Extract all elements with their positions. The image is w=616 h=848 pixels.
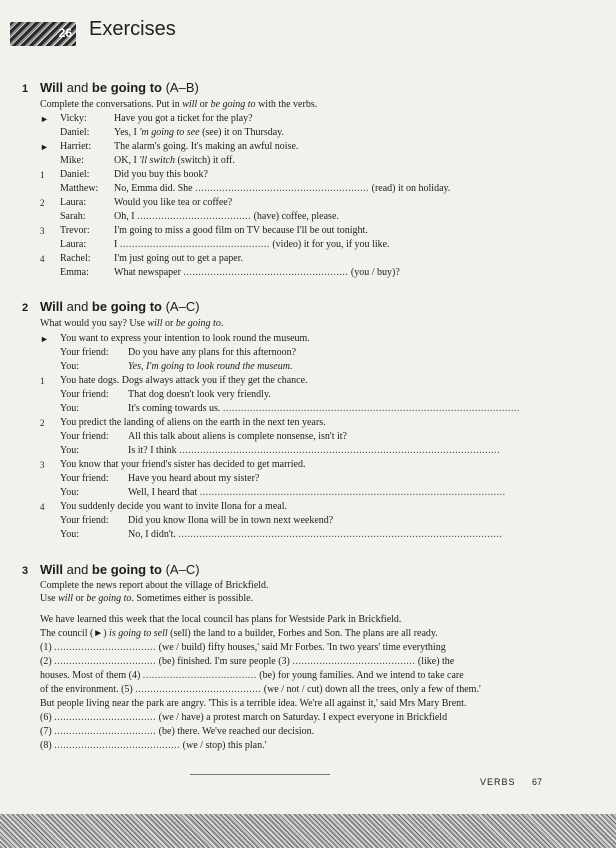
section-1-title: Will and be going to (A–B): [40, 80, 199, 95]
friend-label: Your friend:: [60, 347, 109, 358]
item-number: 4: [40, 254, 45, 264]
utterance: I'm just going out to get a paper.: [114, 253, 244, 264]
section-1-instruction: Complete the conversations. Put in will or be going to with the verbs.: [40, 99, 318, 110]
friend-label: Your friend:: [60, 431, 109, 442]
answer-blank[interactable]: ...........................................................................................................: [179, 445, 501, 456]
item-number: 3: [40, 226, 45, 236]
speaker: Daniel:: [60, 169, 90, 180]
friend-line: Do you have any plans for this afternoon?: [128, 347, 297, 358]
utterance: The alarm's going. It's making an awful noise.: [114, 141, 299, 152]
answer-blank[interactable]: ..........................................: [135, 684, 262, 695]
speaker: Vicky:: [60, 113, 87, 124]
utterance: What newspaper ....................................................... (you / buy)?: [114, 267, 400, 278]
report-line: (1) .................................. (we / build) fifty houses,' said Mr Forbes. 'In two years' time everything: [40, 642, 446, 653]
answer-blank[interactable]: ......................................: [142, 670, 257, 681]
section-3-instruction: Complete the news report about the village of Brickfield.: [40, 580, 269, 591]
speaker: Rachel:: [60, 253, 91, 264]
situation: You predict the landing of aliens on the earth in the next ten years.: [60, 417, 326, 428]
example-marker: ►: [40, 114, 49, 124]
friend-line: All this talk about aliens is complete nonsense, isn't it?: [128, 431, 347, 442]
speaker: Sarah:: [60, 211, 86, 222]
friend-label: Your friend:: [60, 389, 109, 400]
footer-decoration: [0, 814, 616, 848]
answer-blank[interactable]: .......................................................: [183, 267, 349, 278]
utterance: Yes, I 'm going to see (see) it on Thursday.: [114, 127, 285, 138]
example-answer: Yes, I'm going to look round the museum.: [128, 361, 293, 372]
unit-badge: [10, 22, 76, 46]
you-line: No, I didn't. ............................................................................................................: [128, 529, 503, 540]
answer-blank[interactable]: ..........................................: [54, 740, 181, 751]
friend-label: Your friend:: [60, 473, 109, 484]
page-title: Exercises: [89, 18, 176, 40]
friend-label: Your friend:: [60, 515, 109, 526]
situation: You want to express your intention to look round the museum.: [60, 333, 310, 344]
footer-rule: [190, 774, 330, 775]
you-label: You:: [60, 361, 79, 372]
utterance: Did you buy this book?: [114, 169, 208, 180]
utterance: Oh, I ...................................... (have) coffee, please.: [114, 211, 339, 222]
report-line: houses. Most of them (4) ...................................... (be) for young families. And we intend to take care: [40, 670, 464, 681]
item-number: 4: [40, 502, 45, 512]
answer-blank[interactable]: ..........................................................: [195, 183, 370, 194]
section-2-title: Will and be going to (A–C): [40, 299, 200, 314]
section-2-instruction: What would you say? Use will or be going to.: [40, 318, 224, 329]
situation: You know that your friend's sister has decided to get married.: [60, 459, 306, 470]
report-line: But people living near the park are angry. 'This is a terrible idea. We're all against it,' said Mrs Mary Brent.: [40, 698, 467, 709]
you-label: You:: [60, 529, 79, 540]
utterance: No, Emma did. She .......................................................... (read) it on holiday.: [114, 183, 451, 194]
item-number: 2: [40, 418, 45, 428]
item-number: 1: [40, 376, 45, 386]
answer-blank[interactable]: ..................................: [54, 642, 157, 653]
utterance: OK, I 'll switch (switch) it off.: [114, 155, 235, 166]
speaker: Harriet:: [60, 141, 92, 152]
section-2-number: 2: [22, 302, 29, 314]
speaker: Trevor:: [60, 225, 90, 236]
answer-blank[interactable]: ......................................: [137, 211, 252, 222]
report-line: of the environment. (5) .......................................... (we / not / cut) down all the trees, only a few of them.': [40, 684, 481, 695]
utterance: Would you like tea or coffee?: [114, 197, 233, 208]
situation: You suddenly decide you want to invite Ilona for a meal.: [60, 501, 287, 512]
speaker: Daniel:: [60, 127, 90, 138]
report-line: (2) .................................. (be) finished. I'm sure people (3) ......................................... (like) the: [40, 656, 455, 667]
speaker: Emma:: [60, 267, 89, 278]
answer-blank[interactable]: ............................................................................................................: [178, 529, 503, 540]
you-label: You:: [60, 445, 79, 456]
unit-number: 26: [58, 26, 72, 40]
footer-label: VERBS: [480, 777, 516, 787]
utterance: I .................................................. (video) it for you, if you like.: [114, 239, 390, 250]
answer-blank[interactable]: ..................................: [54, 726, 157, 737]
utterance: Have you got a ticket for the play?: [114, 113, 253, 124]
you-label: You:: [60, 487, 79, 498]
speaker: Laura:: [60, 239, 87, 250]
you-line: Well, I heard that ......................................................................................................: [128, 487, 506, 498]
friend-line: That dog doesn't look very friendly.: [128, 389, 271, 400]
speaker: Matthew:: [60, 183, 99, 194]
report-line: (8) .......................................... (we / stop) this plan.': [40, 740, 267, 751]
item-number: 2: [40, 198, 45, 208]
answer-blank[interactable]: .........................................: [292, 656, 416, 667]
you-line: Is it? I think ...........................................................................................................: [128, 445, 501, 456]
section-1-number: 1: [22, 83, 29, 95]
situation: You hate dogs. Dogs always attack you if they get the chance.: [60, 375, 308, 386]
report-line: (6) .................................. (we / have) a protest march on Saturday. I expect everyone in Brickfield: [40, 712, 448, 723]
page-number: 67: [532, 777, 543, 787]
report-line: (7) .................................. (be) there. We've reached our decision.: [40, 726, 315, 737]
answer-blank[interactable]: ..................................................: [119, 239, 270, 250]
friend-line: Have you heard about my sister?: [128, 473, 260, 484]
section-3-title: Will and be going to (A–C): [40, 562, 200, 577]
answer-blank[interactable]: ...................................................................................................: [222, 403, 520, 414]
you-line: It's coming towards us. ...................................................................................................: [128, 403, 520, 414]
report-line: We have learned this week that the local council has plans for Westside Park in Brickfield.: [40, 614, 402, 625]
answer-blank[interactable]: ..................................: [54, 712, 157, 723]
section-3-instruction-2: Use will or be going to. Sometimes either is possible.: [40, 593, 254, 604]
speaker: Laura:: [60, 197, 87, 208]
friend-line: Did you know Ilona will be in town next weekend?: [128, 515, 334, 526]
item-number: 3: [40, 460, 45, 470]
report-line: The council (►) is going to sell (sell) the land to a builder, Forbes and Son. The plans are all ready.: [40, 628, 438, 639]
answer-blank[interactable]: ......................................................................................................: [199, 487, 506, 498]
answer-blank[interactable]: ..................................: [54, 656, 157, 667]
item-number: 1: [40, 170, 45, 180]
you-label: You:: [60, 403, 79, 414]
speaker: Mike:: [60, 155, 84, 166]
example-marker: ►: [40, 334, 49, 344]
utterance: I'm going to miss a good film on TV because I'll be out tonight.: [114, 225, 368, 236]
section-3-number: 3: [22, 565, 29, 577]
example-marker: ►: [40, 142, 49, 152]
